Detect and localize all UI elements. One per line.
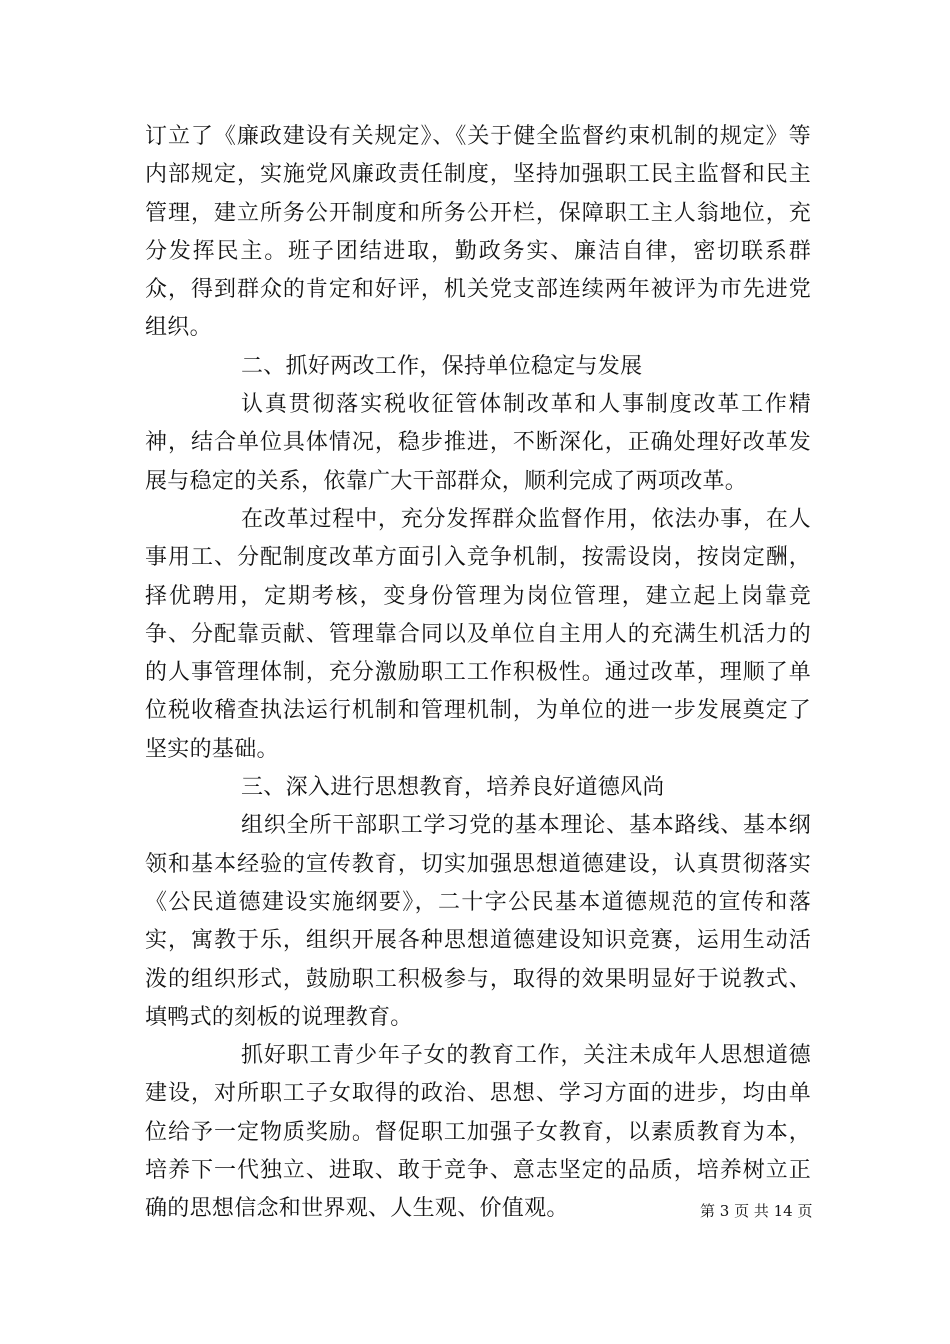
paragraph: 认真贯彻落实税收征管体制改革和人事制度改革工作精神，结合单位具体情况，稳步推进，不断深化，正确处理好改革发展与稳定的关系，依靠广大干部群众，顺利完成了两项改革。: [145, 392, 811, 494]
paragraph: 在改革过程中，充分发挥群众监督作用，依法办事，在人事用工、分配制度改革方面引入竞争机制，按需设岗，按岗定酬，择优聘用，定期考核，变身份管理为岗位管理，建立起上岗靠竞争、分配靠贡献、管理靠合同以及单位自主用人的充满生机活力的的人事管理体制，充分激励职工工作积极性。通过改革，理顺了单位税收稽查执法运行机制和管理机制，为单位的进一步发展奠定了坚实的基础。: [145, 506, 811, 762]
page-number: 第 3 页 共 14 页: [700, 1202, 813, 1220]
paragraph-continuation: 订立了《廉政建设有关规定》、《关于健全监督约束机制的规定》等内部规定，实施党风廉政责任制度，坚持加强职工民主监督和民主管理，建立所务公开制度和所务公开栏，保障职工主人翁地位，充分发挥民主。班子团结进取，勤政务实、廉洁自律，密切联系群众，得到群众的肯定和好评，机关党支部连续两年被评为市先进党组织。: [145, 124, 811, 341]
section-heading-2: 二、抓好两改工作，保持单位稳定与发展: [241, 353, 643, 379]
paragraph: 抓好职工青少年子女的教育工作，关注未成年人思想道德建设，对所职工子女取得的政治、思想、学习方面的进步，均由单位给予一定物质奖励。督促职工加强子女教育，以素质教育为本，培养下一代独立、进取、敢于竞争、意志坚定的品质，培养树立正确的思想信念和世界观、人生观、价值观。: [145, 1043, 811, 1222]
document-body: [145, 118, 811, 1229]
section-heading-3: 三、深入进行思想教育，培养良好道德风尚: [241, 775, 665, 801]
paragraph: 组织全所干部职工学习党的基本理论、基本路线、基本纲领和基本经验的宣传教育，切实加强思想道德建设，认真贯彻落实《公民道德建设实施纲要》，二十字公民基本道德规范的宣传和落实，寓教于乐，组织开展各种思想道德建设知识竞赛，运用生动活泼的组织形式，鼓励职工积极参与，取得的效果明显好于说教式、填鸭式的刻板的说理教育。: [145, 813, 811, 1030]
